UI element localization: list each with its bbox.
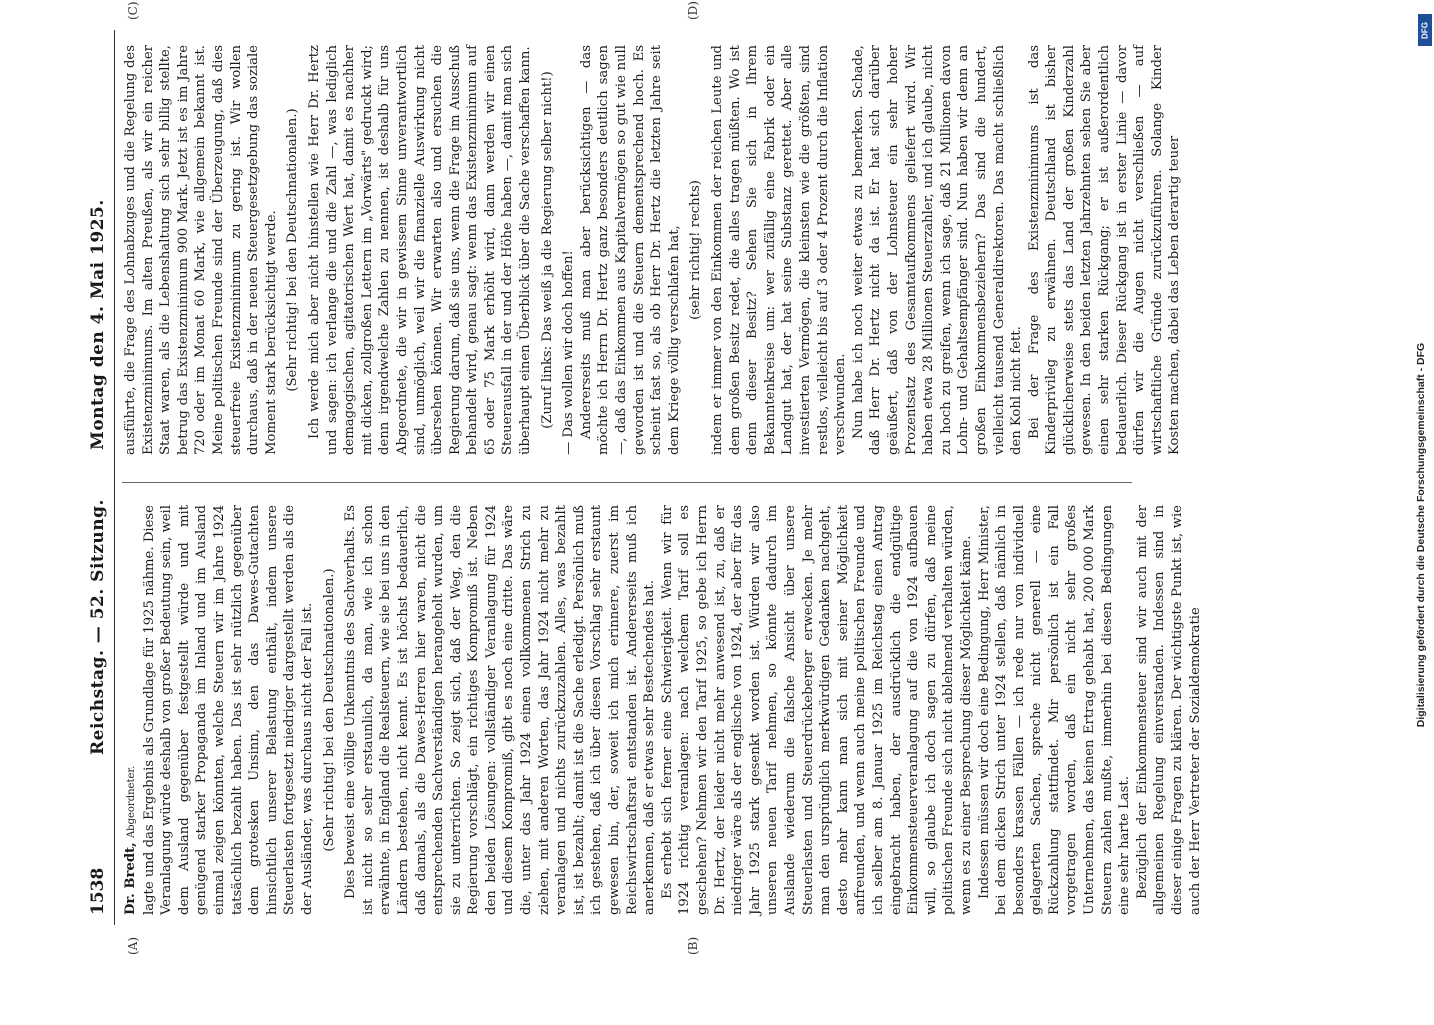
paragraph: Indessen müssen wir doch eine Bedingung, Herr Minister, bei dem dicken Strich unter 1924 stellen, daß nämlich in besonders krassen Fällen — ich rede nur von individuell gelagerten Sachen, spreche nicht generell — eine Rückzahlung stattfindet. Mir persönlich ist ein Fall vorgetragen worden, daß ein nicht sehr großes Unternehmen, das keinen Ertrag gehabt hat, 200 000 Mark Steuern zahlen mußte, immerhin bei diesen Bedingungen eine sehr harte Last. [976,505,1133,915]
paragraph: Dies beweist eine völlige Unkenntnis des Sachverhalts. Es ist nicht so sehr erstaunlich, da man, wie ich schon erwähnte, in England die Realsteuern, wie sie bei uns in den Ländern bestehen, nicht kennt. Es ist höchst bedauerlich, daß damals, als die Dawes-Herren hier waren, nicht die entsprechenden Sachverständigen herangeholt wurden, um sie zu unterrichten. So zeigt sich, daß der Weg, den die Regierung vorschlägt, ein richtiges Kompromiß ist. Neben den beiden Lösungen: vollständiger Veranlagung für 1924 und diesem Kompromiß, gibt es noch eine dritte. Das wäre die, unter das Jahr 1924 einen vollkommenen Strich zu ziehen, mit anderen Worten, das Jahr 1924 nicht mehr zu veranlagen und nichts zurückzuzahlen. Alles, was bezahlt ist, ist bezahlt; damit ist die Sache erledigt. Persönlich muß ich gestehen, daß ich über diesen Vorschlag sehr erstaunt gewesen bin, der, soweit ich mich erinnere, zuerst im Reichswirtschaftsrat entstanden ist. Andererseits muß ich anerkennen, daß er etwas sehr Bestechendes hat. [343,505,658,915]
paragraph: lagte und das Ergebnis als Grundlage für 1925 nähme. Diese Veranlagung würde deshalb von großer Bedeutung sein, weil dem Ausland gegenüber festgestellt würde und mit genügend starker Propaganda im Inland und im Ausland einmal zeigen könnten, welche Steuern wir im Jahre 1924 tatsächlich bezahlt haben. Das ist sehr nützlich gegenüber dem grotesken Unsinn, den das Dawes-Gutachten hinsichtlich unserer Belastung enthält, indem unsere Steuerlasten fortgesetzt niedriger dargestellt werden als die der Ausländer, was durchaus nicht der Fall ist. [141,505,315,915]
dfg-logo [1418,14,1432,46]
interjection: (Zuruf links: Das weiß ja die Regierung selber nicht!) [539,71,555,429]
paragraph: Bei der Frage des Existenzminimums ist das Kinderprivileg zu erwähnen. Deutschland ist bisher glücklicherweise stets das Land der großen Kinderzahl gewesen. In den beiden letzten Jahrzehnten sehen Sie aber einen sehr starken Rückgang; er ist außerordentlich bedauerlich. Dieser Rückgang ist in erster Linie — davor dürfen wir die Augen nicht verschließen — auf wirtschaftliche Gründe zurückzuführen. Solange Kinder Kosten machen, dabei das Leben derartig teuer [1026,45,1183,455]
margin-marker-a: (A) [126,936,140,955]
paragraph: Nun habe ich noch weiter etwas zu bemerken. Schade, daß Herr Dr. Hertz nicht da ist. Er hat sich darüber geäußert, daß von der Lohnsteuer ein sehr hoher Prozentsatz des Gesamtaufkommens geliefert wird. Wir haben etwa 28 Millionen Steuerzahler, und ich glaube, nicht zu hoch zu greifen, wenn ich sage, daß 21 Millionen davon Lohn- und Gehaltsempfänger sind. Nun haben wir denn an großen Einkommensbeziehern? Das sind die hundert, vielleicht tausend Generaldirektoren. Das macht schließlich den Kohl nicht fett. [850,45,1025,455]
session-title: Reichstag. — 52. Sitzung. [88,499,108,755]
dfg-logo-text: DFG [1420,22,1430,39]
paragraph: ausführte, die Frage des Lohnabzuges und die Regelung des Existenzminimums. Im alten Preußen, als wir ein reicher Staat waren, als die Lebenshaltung sich sehr billig stellte, betrug das Existenzminimum 900 Mark. Jetzt ist es im Jahre 720 oder im Monat 60 Mark, wie allgemein bekannt ist. Meine politischen Freunde sind der Überzeugung, daß dies steuerfreie Existenzminimum zu gering ist. Wir wollen durchaus, daß in der neuen Steuergesetzgebung das soziale Moment stark berücksichtigt werde. [123,45,279,455]
page-number: 1538 [88,867,108,915]
interjection: (Sehr richtig! bei den Deutschnationalen.) [285,108,301,392]
right-column [122,45,1184,455]
paragraph: indem er immer von den Einkommen der reichen Leute und dem großen Besitz redet, die alles tragen müßten. Wo ist denn dieser Besitz? Sehen Sie sich in Ihrem Bekanntenkreise um: wer zufällig eine Fabrik oder ein Landgut hat, der hat seine Substanz gerettet. Aber alle investierten Vermögen, die kleinsten wie die größten, sind restlos, vielleicht bis auf 3 oder 4 Prozent durch die Inflation verschwunden. [710,45,849,455]
interjection: (Sehr richtig! bei den Deutschnationalen.) [321,568,337,852]
paragraph: Ich werde mich aber nicht hinstellen wie Herr Dr. Hertz und sagen: ich verlange die und die Zahl —, was lediglich demagogischen, agitatorischen Wert hat, damit es nachher mit dicken, zollgroßen Lettern im „Vorwärts" gedruckt wird; denn irgendwelche Zahlen zu nennen, ist deshalb für uns Abgeordnete, die wir in gewissem Sinne unverantwortlich sind, unmöglich, weil wir die finanzielle Auswirkung nicht übersehen können. Wir erwarten also und ersuchen die Regierung darum, daß sie uns, wenn die Frage im Ausschuß behandelt wird, genau sagt: wenn das Existenzminimum auf 65 oder 75 Mark erhöht wird, dann werden wir einen Steuerausfall in der und der Höhe haben —, damit man sich überhaupt einen Überblick über die Sache verschaffen kann. [306,45,534,455]
paragraph: Bezüglich der Einkommensteuer sind wir auch mit der allgemeinen Regelung einverstanden. Indessen sind in dieser einige Fragen zu klären. Der wichtigste Punkt ist, wie auch der Herr Vertreter der Sozialdemokratie [1134,505,1203,915]
margin-marker-c: (C) [126,1,140,20]
column-divider [122,482,1132,483]
speaker-line [122,505,141,915]
credit-text: Digitalisierung gefördert durch die Deutsche Forschungsgemeinschaft - DFG [1415,342,1427,728]
margin-marker-d: (D) [686,1,700,20]
left-column [122,505,1204,915]
speaker-name: Dr. Bredt, [123,842,138,915]
paragraph: Andererseits muß man aber berücksichtigen — das möchte ich Herrn Dr. Hertz ganz besonders deutlich sagen —, daß das Einkommen aus Kapitalvermögen so gut wie null geworden ist und die Steuern dementsprechend hoch. Es scheint fast so, als ob Herr Dr. Hertz die letzten Jahre seit dem Kriege völlig verschlafen hat, [578,45,682,455]
paragraph: — Das wollen wir doch hoffen! [561,250,577,455]
header-rule [114,30,115,925]
session-date: Montag den 4. Mai 1925. [88,199,108,450]
page-content [86,1,1336,955]
margin-marker-b: (B) [686,936,700,955]
paragraph: Es erhebt sich ferner eine Schwierigkeit. Wenn wir für 1924 richtig veranlagen: nach welchem Tarif soll es geschehen? Nehmen wir den Tarif 1925, so gebe ich Herrn Dr. Hertz, der leider nicht mehr anwesend ist, zu, daß er niedriger wäre als der englische von 1924, der aber für das Jahr 1925 stark gesenkt worden ist. Würden wir also unseren neuen Tarif nehmen, so könnte dadurch im Auslande wiederum die falsche Ansicht über unsere Steuerlasten und Steuerdrückeberger erwecken. Je mehr man den ursprünglich merkwürdigen Gedanken nachgeht, desto mehr kann man sich mit seiner Möglichkeit anfreunden, und wenn auch meine politischen Freunde und ich selber am 8. Januar 1925 im Reichstag einen Antrag eingebracht haben, der ausdrücklich die endgültige Einkommensteuerveranlagung auf die von 1924 aufbauen will, so glaube ich doch sagen zu dürfen, daß meine politischen Freunde sich nicht ablehnend verhalten würden, wenn es zu einer Besprechung dieser Möglichkeit käme. [659,505,974,915]
speaker-role: Abgeordneter. [126,765,137,839]
interjection: (sehr richtig! rechts) [688,180,704,320]
digitization-credit [1415,8,1434,1000]
page-header [86,30,114,925]
